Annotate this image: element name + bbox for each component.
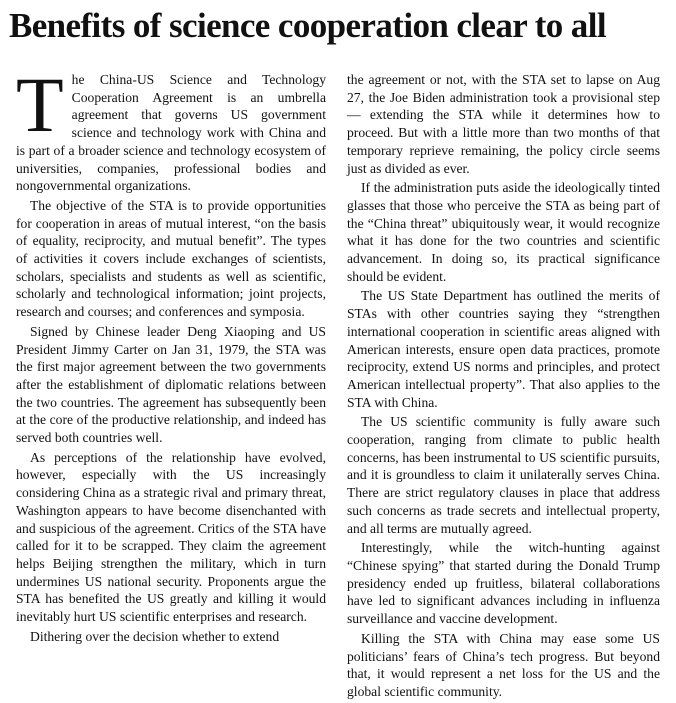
paragraph-4: As perceptions of the relationship have evolved, however, especially with the US increasingly considering China as a strategic rival and primary threat, Washington appears to have become disenchanted with and suspicious of the agreement. Critics of the STA have called for it to be scrapped. They claim the agreement helps Beijing strengthen the military, which in turn undermines US national security. Proponents argue the STA has benefited the US greatly and killing it would inevitably hurt US scientific enterprises and research. — [16, 449, 326, 625]
paragraph-10: Killing the STA with China may ease some US politicians’ fears of China’s tech progress. But beyond that, it would represent a net loss for the US and the global scientific community. — [347, 630, 660, 699]
paragraph-3: Signed by Chinese leader Deng Xiaoping and US President Jimmy Carter on Jan 31, 1979, the STA was the first major agreement between the two governments after the establishment of diplomatic relations between the two countries. The agreement has subsequently been at the core of the productive relationship, and indeed has served both countries well. — [16, 323, 326, 446]
headline: Benefits of science cooperation clear to all — [9, 6, 606, 45]
paragraph-6: If the administration puts aside the ideologically tinted glasses that those who perceive the STA as being part of the “China threat” ubiquitously wear, it would recognize what it has done for the two countries and scientific advancement. In doing so, its practical significance should be evident. — [347, 180, 660, 284]
drop-cap: T — [16, 61, 64, 148]
paragraph-9: Interestingly, while the witch-hunting against “Chinese spying” that started during the Donald Trump presidency ended up fruitless, bilateral collaborations have led to significant advances including in influenza surveillance and vaccine development. — [347, 540, 660, 627]
paragraph-5-start: Dithering over the decision whether to extend — [30, 628, 280, 644]
paragraph-5-continued: the agreement or not, with the STA set to lapse on Aug 27, the Joe Biden administration took a provisional step — extending the STA while it determines how to proceed. But with a little more than two months of that temporary reprieve remaining, the policy circle seems just as divided as ever. — [347, 72, 660, 176]
paragraph-1 — [16, 61, 326, 195]
column-left — [16, 61, 326, 703]
paragraph-1-text: he China-US Science and Technology Cooperation Agreement is an umbrella agreement that governs US government science and technology work with China and is part of a broader science and technology ecosystem of universities, companies, professional bodies and nongovernmental organizations. — [16, 72, 326, 194]
article-body — [16, 61, 660, 703]
paragraph-2: The objective of the STA is to provide opportunities for cooperation in areas of mutual interest, “on the basis of equality, reciprocity, and mutual benefit”. The types of activities it covers include exchanges of scientists, scholars, specialists and students as well as scientific, scholarly and technological information; joint projects, research and courses; and conferences and symposia. — [16, 197, 326, 320]
column-right — [347, 71, 660, 703]
paragraph-7: The US State Department has outlined the merits of STAs with other countries saying they “strengthen international cooperation in scientific areas aligned with American interests, ensure open data practices, promote reciprocity, extend US norms and principles, and protect American intellectual property”. That also applies to the STA with China. — [347, 288, 660, 410]
paragraph-8: The US scientific community is fully aware such cooperation, ranging from climate to public health concerns, has been instrumental to US scientific pursuits, and it is groundless to claim it unilaterally serves China. There are strict regulatory clauses in place that address such concerns as trade secrets and intellectual property, and all terms are mutually agreed. — [347, 414, 660, 536]
